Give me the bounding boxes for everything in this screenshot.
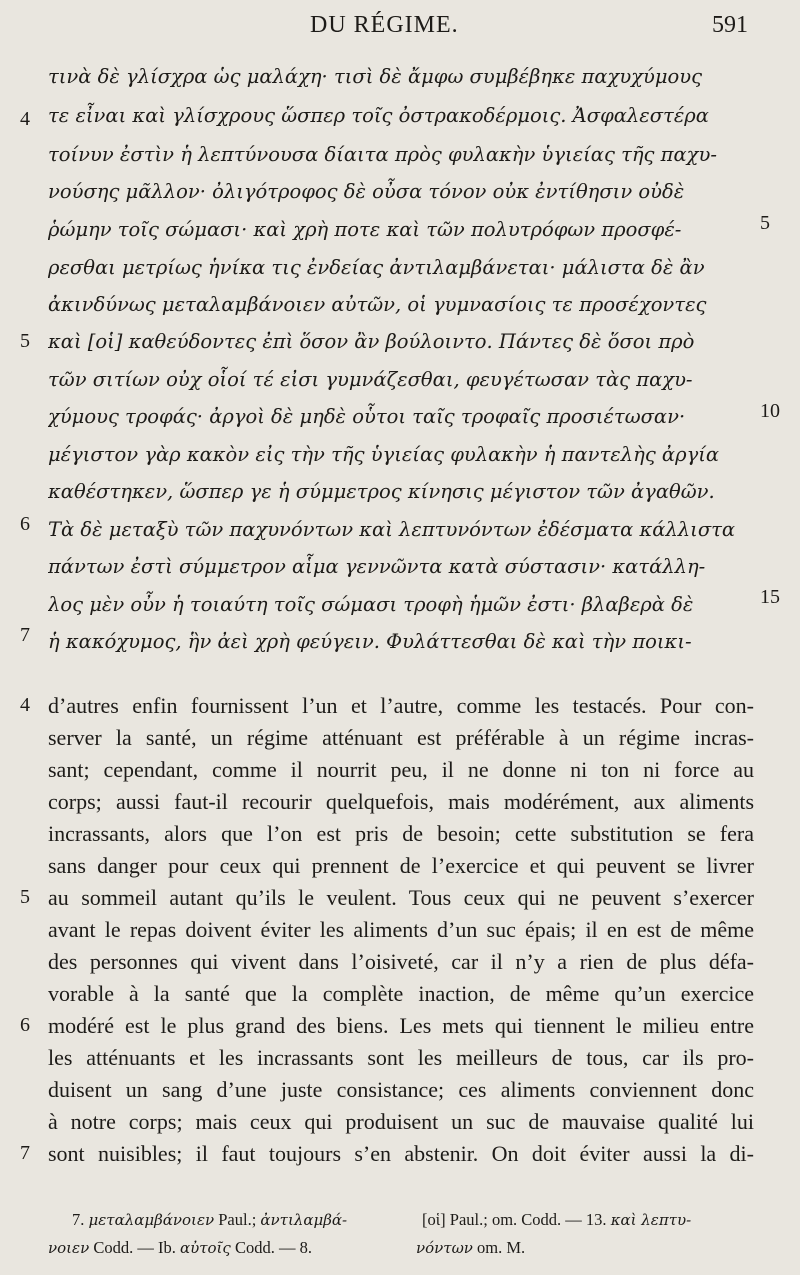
section-marker-left: 6: [20, 1014, 30, 1036]
greek-line: ῥώμην τοῖς σώμασι· καὶ χρὴ ποτε καὶ τῶν πολυτρόφων προσφέ-: [48, 218, 682, 241]
section-marker-left: 5: [20, 330, 30, 352]
french-line: les atténuants et les incrassants sont les meilleurs de tous, car ils pro-: [48, 1045, 754, 1070]
greek-line: χύμους τροφάς· ἀργοὶ δὲ μηδὲ οὗτοι ταῖς τροφαῖς προσιέτωσαν·: [48, 405, 686, 428]
note-greek: μεταλαμβάνοιεν: [88, 1211, 215, 1229]
greek-line: καθέστηκεν, ὥσπερ γε ἡ σύμμετρος κίνησις μέγιστον τῶν ἀγαθῶν.: [48, 480, 715, 503]
note-greek: νοιεν: [48, 1239, 90, 1257]
note-text: Codd. — 8.: [230, 1238, 312, 1257]
french-line: à notre corps; mais ceux qui produisent un suc de mauvaise qualité lui: [48, 1109, 754, 1134]
line-number-marker: 5: [760, 212, 770, 234]
section-marker-left: 7: [20, 624, 30, 646]
french-line: au sommeil autant qu’ils le veulent. Tous ceux qui ne peuvent s’exercer: [48, 885, 754, 910]
french-line: sont nuisibles; il faut toujours s’en abstenir. On doit éviter aussi la di-: [48, 1141, 754, 1166]
note-greek: νόντων: [416, 1239, 473, 1257]
greek-line: ρεσθαι μετρίως ἡνίκα τις ἐνδείας ἀντιλαμβάνεται· μάλιστα δὲ ἂν: [48, 256, 705, 279]
page-header: [0, 12, 800, 42]
french-line: des personnes qui vivent dans l’oisiveté, car il n’y a rien de plus défa-: [48, 949, 754, 974]
french-line: corps; aussi faut-il recourir quelquefois, mais modérément, aux aliments: [48, 789, 754, 814]
footnote-line: [416, 1235, 756, 1261]
note-text: 7.: [72, 1210, 89, 1229]
french-line: avant le repas doivent éviter les aliments d’un suc épais; il en est de même: [48, 917, 754, 942]
section-marker-left: 5: [20, 886, 30, 908]
section-marker-left: 4: [20, 694, 30, 716]
french-line: duisent un sang d’une juste consistance; ces aliments conviennent donc: [48, 1077, 754, 1102]
note-text: om. M.: [472, 1238, 526, 1257]
note-text: [οἱ] Paul.; om. Codd. — 13.: [422, 1210, 611, 1229]
section-marker-left: 7: [20, 1142, 30, 1164]
greek-line: νούσης μᾶλλον· ὀλιγότροφος δὲ οὖσα τόνον οὐκ ἐντίθησιν οὐδὲ: [48, 180, 685, 203]
greek-line: τῶν σιτίων οὐχ οἷοί τέ εἰσι γυμνάζεσθαι, φευγέτωσαν τὰς παχυ-: [48, 368, 693, 391]
french-line: vorable à la santé que la complète inaction, de même qu’un exercice: [48, 981, 754, 1006]
greek-line: καὶ [οἱ] καθεύδοντες ἐπὶ ὅσον ἂν βούλοιντο. Πάντες δὲ ὅσοι πρὸ: [48, 330, 695, 353]
french-line: incrassants, alors que l’on est pris de besoin; cette substitution se fera: [48, 821, 754, 846]
line-number-marker: 15: [760, 586, 780, 608]
footnote-line: [72, 1207, 412, 1233]
running-title: DU RÉGIME.: [310, 12, 459, 38]
greek-line: μέγιστον γὰρ κακὸν εἰς τὴν τῆς ὑγιείας φυλακὴν ἡ παντελὴς ἀργία: [48, 443, 720, 466]
note-greek: αὐτοῖς: [179, 1239, 231, 1257]
section-marker-left: 4: [20, 108, 30, 130]
section-marker-left: 6: [20, 513, 30, 535]
french-line: sans danger pour ceux qui prennent de l’exercice et qui peuvent se livrer: [48, 853, 754, 878]
french-line: d’autres enfin fournissent l’un et l’autre, comme les testacés. Pour con-: [48, 693, 754, 718]
note-text: Paul.;: [214, 1210, 261, 1229]
greek-line: πάντων ἐστὶ σύμμετρον αἷμα γεννῶντα κατὰ σύστασιν· κατάλλη-: [48, 555, 706, 578]
french-line: modéré est le plus grand des biens. Les mets qui tiennent le milieu entre: [48, 1013, 754, 1038]
french-line: server la santé, un régime atténuant est préférable à un régime incras-: [48, 725, 754, 750]
greek-line: τε εἶναι καὶ γλίσχρους ὥσπερ τοῖς ὀστρακοδέρμοις. Ἀσφαλεστέρα: [48, 104, 709, 127]
greek-line: τινὰ δὲ γλίσχρα ὡς μαλάχη· τισὶ δὲ ἄμφω συμβέβηκε παχυχύμους: [48, 65, 703, 88]
greek-line: ἡ κακόχυμος, ἣν ἀεὶ χρὴ φεύγειν. Φυλάττεσθαι δὲ καὶ τὴν ποικι-: [48, 630, 692, 653]
footnote-line: [422, 1207, 762, 1233]
page-number: 591: [712, 12, 748, 38]
french-line: sant; cependant, comme il nourrit peu, il ne donne ni ton ni force au: [48, 757, 754, 782]
line-number-marker: 10: [760, 400, 780, 422]
apparatus-footnotes: [0, 1205, 800, 1265]
greek-line: λος μὲν οὖν ἡ τοιαύτη τοῖς σώμασι τροφὴ ἡμῶν ἐστι· βλαβερὰ δὲ: [48, 593, 694, 616]
greek-line: Τὰ δὲ μεταξὺ τῶν παχυνόντων καὶ λεπτυνόντων ἐδέσματα κάλλιστα: [48, 518, 736, 541]
footnote-line: [48, 1235, 414, 1261]
greek-line: ἀκινδύνως μεταλαμβάνοιεν αὐτῶν, οἱ γυμνασίοις τε προσέχοντες: [48, 293, 707, 316]
note-greek: καὶ λεπτυ-: [610, 1211, 692, 1229]
note-text: Codd. — Ib.: [89, 1238, 180, 1257]
note-greek: ἀντιλαμβά-: [260, 1211, 348, 1229]
greek-line: τοίνυν ἐστὶν ἡ λεπτύνουσα δίαιτα πρὸς φυλακὴν ὑγιείας τῆς παχυ-: [48, 143, 717, 166]
